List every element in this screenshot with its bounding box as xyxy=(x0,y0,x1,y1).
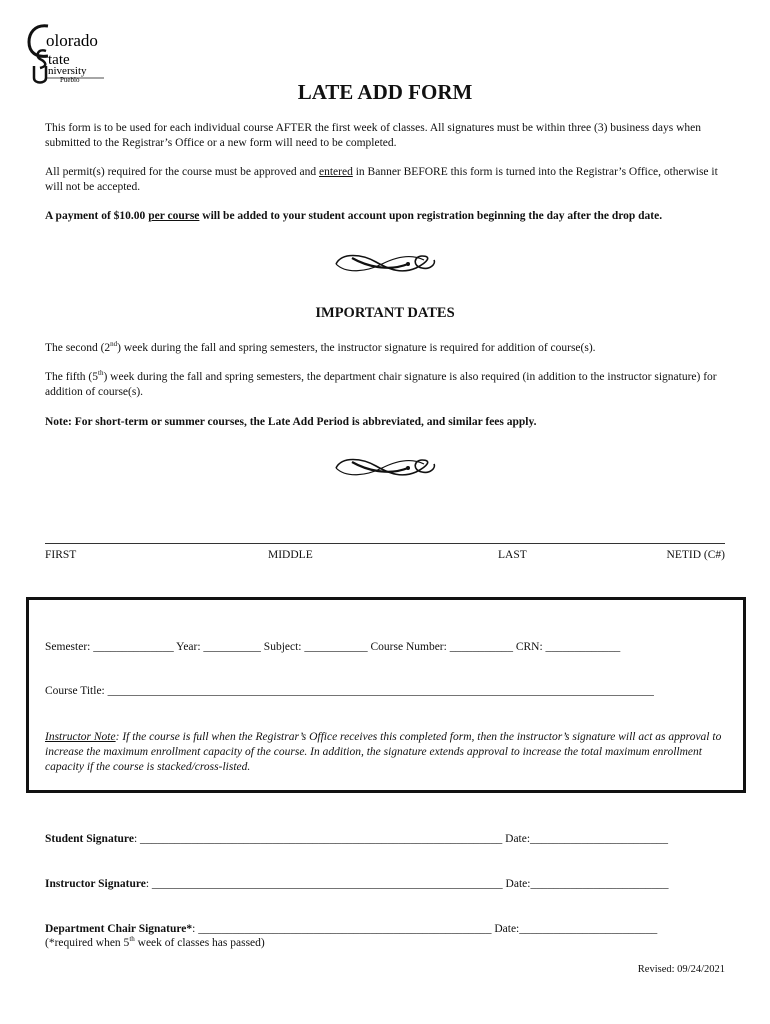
date1-post: ) week during the fall and spring semesters, the instructor signature is required for addition of course(s). xyxy=(117,342,596,354)
chair-signature-label: Department Chair Signature* xyxy=(45,923,193,935)
intro-p2-pre: All permit(s) required for the course must be approved and xyxy=(45,166,319,178)
short-term-note: Note: For short-term or summer courses, the Late Add Period is abbreviated, and similar fees apply. xyxy=(45,416,537,428)
name-entry-line[interactable] xyxy=(45,543,725,544)
label-first: FIRST xyxy=(45,549,77,561)
student-signature-line[interactable]: : _______________________________________________________________ Date:________________________ xyxy=(133,833,669,845)
chair-req-post: week of classes has passed) xyxy=(134,937,265,949)
label-middle: MIDDLE xyxy=(268,549,313,561)
revised-date: Revised: 09/24/2021 xyxy=(637,964,725,975)
instructor-note xyxy=(45,730,729,775)
fee-notice-post: will be added to your student account upon registration beginning the day after the drop date. xyxy=(199,210,663,222)
csu-pueblo-logo xyxy=(26,22,136,84)
course-fields-row[interactable]: Semester: ______________ Year: __________ Subject: ___________ Course Number: ___________ CRN: _____________ xyxy=(45,641,621,653)
instructor-signature-row[interactable] xyxy=(45,878,668,890)
logo-text-colorado: olorado xyxy=(46,31,98,50)
intro-p2-underlined: entered xyxy=(319,166,353,178)
chair-signature-row[interactable] xyxy=(45,923,657,935)
date2-pre: The fifth (5 xyxy=(45,371,99,383)
intro-paragraph-1: This form is to be used for each individual course AFTER the first week of classes. All signatures must be within three (3) business days when submitted to the Registrar’s Office or a new form will need to be completed. xyxy=(45,122,702,149)
student-signature-label: Student Signature xyxy=(45,833,134,845)
date2-sup: th xyxy=(98,369,104,378)
chair-req-sup: th xyxy=(129,935,135,944)
form-title: LATE ADD FORM xyxy=(297,80,473,104)
label-last: LAST xyxy=(498,549,527,561)
fee-notice-underlined: per course xyxy=(148,210,200,222)
logo-text-pueblo: Pueblo xyxy=(60,76,80,84)
fee-notice xyxy=(45,209,729,224)
fee-notice-pre: A payment of $10.00 xyxy=(45,210,149,222)
instructor-note-label: Instructor Note xyxy=(45,731,116,743)
logo-text-state: tate xyxy=(48,52,70,68)
instructor-note-text: : If the course is full when the Registrar’s Office receives this completed form, then the instructor’s signature will act as approval to increase the maximum enrollment capacity of the course. In addition, the signature extends approval to increase the total maximum enrollment capacity if the course is stacked/cross-listed. xyxy=(45,731,722,773)
important-dates-heading: IMPORTANT DATES xyxy=(315,305,455,321)
intro-paragraph-2 xyxy=(45,165,729,195)
logo-text-university: niversity xyxy=(48,65,87,77)
instructor-signature-line[interactable]: : _____________________________________________________________ Date:________________________ xyxy=(145,878,669,890)
intro-p2-post: in Banner BEFORE this form is turned into the Registrar’s Office, otherwise it will not be accepted. xyxy=(45,166,718,193)
date1-pre: The second (2 xyxy=(45,342,111,354)
student-signature-row[interactable] xyxy=(45,833,668,845)
important-date-1 xyxy=(45,341,729,356)
date1-sup: nd xyxy=(110,340,118,349)
chair-signature-line[interactable]: : ___________________________________________________ Date:________________________ xyxy=(192,923,658,935)
chair-requirement-note xyxy=(45,937,265,949)
label-netid: NETID (C#) xyxy=(666,549,725,561)
date2-post: ) week during the fall and spring semesters, the department chair signature is also required (in addition to the instructor signature) for addition of course(s). xyxy=(45,371,717,398)
flourish-divider-icon xyxy=(332,248,438,280)
chair-req-pre: (*required when 5 xyxy=(45,937,130,949)
course-title-field[interactable]: Course Title: _______________________________________________________________________________________________ xyxy=(45,685,654,697)
flourish-divider-icon-2 xyxy=(332,452,438,484)
instructor-signature-label: Instructor Signature xyxy=(45,878,146,890)
important-date-2 xyxy=(45,370,729,400)
